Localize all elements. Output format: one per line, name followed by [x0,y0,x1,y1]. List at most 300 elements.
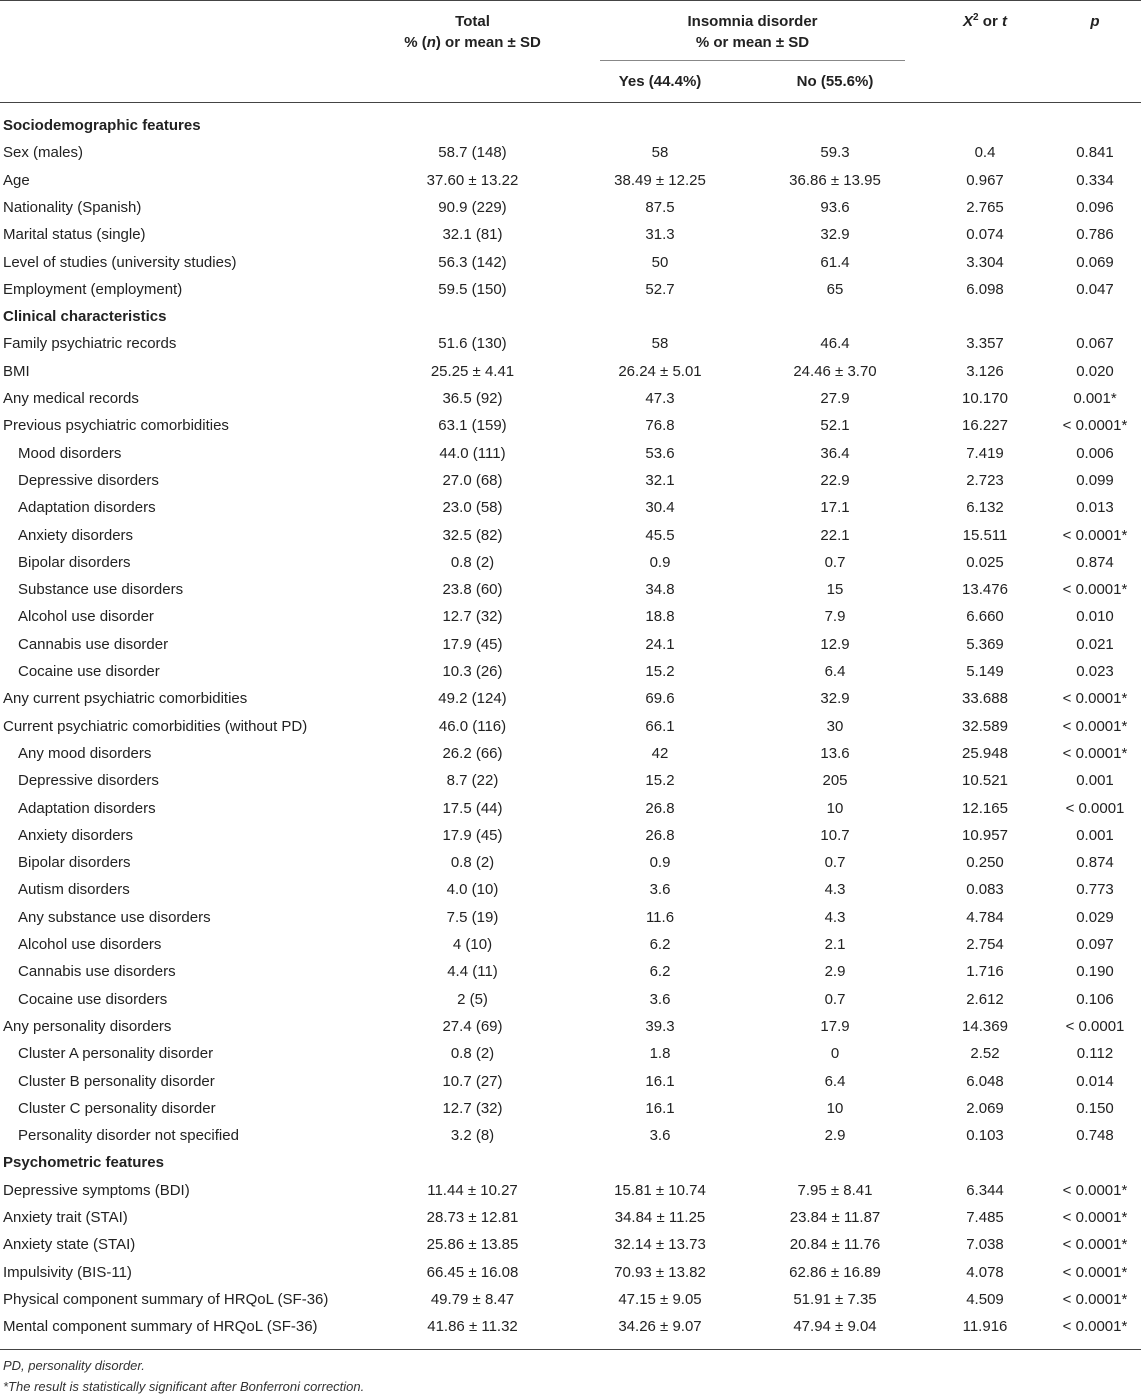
cell-no: 205 [822,772,848,790]
cell-yes: 76.8 [645,417,675,435]
table-row [0,1286,1141,1313]
cell-p: 0.013 [1076,499,1114,517]
cell-yes: 47.3 [645,390,675,407]
row-label: Previous psychiatric comorbidities [3,417,229,435]
row-label: Cluster C personality disorder [18,1099,216,1117]
cell-no: 32.9 [820,690,850,708]
table-row [0,221,1141,248]
table-row [0,194,1141,221]
cell-yes: 0.9 [649,854,671,872]
cell-no: 2.9 [824,963,846,981]
header-rule [0,102,1141,103]
section-header-row [0,1149,1141,1176]
cell-total: 27.0 (68) [442,471,503,489]
cell-no: 6.4 [824,1072,846,1090]
cell-yes: 66.1 [645,717,675,735]
cell-yes: 26.8 [645,799,675,817]
cell-p: 0.099 [1076,471,1114,489]
table-row [0,740,1141,767]
cell-p: 0.334 [1076,171,1114,189]
cell-p: < 0.0001* [1062,744,1128,762]
cell-stat: 16.227 [962,417,1008,435]
cell-total: 4.4 (11) [447,963,498,981]
cell-stat: 0.074 [966,226,1004,244]
table-row [0,631,1141,658]
cell-stat: 2.069 [966,1099,1004,1117]
cell-no: 27.9 [820,390,850,407]
cell-p: 0.001 [1076,772,1114,790]
header-insomnia-sub: % or mean ± SD [695,34,810,51]
cell-no: 36.4 [820,444,850,462]
row-label: Nationality (Spanish) [3,198,142,216]
cell-total: 27.4 (69) [442,1017,503,1035]
cell-no: 10.7 [820,826,850,844]
cell-total: 66.45 ± 16.08 [426,1263,519,1281]
cell-yes: 30.4 [645,499,675,517]
table-row [0,1177,1141,1204]
row-label: Level of studies (university studies) [3,253,237,271]
cell-p: 0.748 [1076,1127,1114,1145]
cell-p: < 0.0001* [1062,1263,1128,1281]
row-label: Adaptation disorders [18,499,156,517]
cell-yes: 31.3 [645,226,675,244]
cell-yes: 3.6 [649,881,671,899]
cell-stat: 11.916 [962,1318,1008,1336]
cell-p: 0.096 [1076,198,1114,216]
cell-no: 61.4 [820,253,850,271]
cell-stat: 7.419 [966,444,1004,462]
row-label: Bipolar disorders [18,854,131,872]
cell-p: < 0.0001* [1062,717,1128,735]
cell-yes: 3.6 [649,1127,671,1145]
cell-total: 17.5 (44) [442,799,503,817]
cell-total: 3.2 (8) [450,1127,495,1145]
cell-yes: 6.2 [649,963,671,981]
row-label: Alcohol use disorder [18,608,154,626]
cell-p: < 0.0001* [1062,1290,1128,1308]
cell-no: 12.9 [820,635,850,653]
cell-stat: 4.784 [966,908,1004,926]
cell-total: 59.5 (150) [438,280,507,298]
cell-yes: 34.84 ± 11.25 [614,1209,706,1226]
table-row [0,1095,1141,1122]
row-label: Cocaine use disorder [18,663,160,680]
row-label: Mental component summary of HRQoL (SF-36) [3,1318,318,1336]
cell-yes: 53.6 [645,444,675,462]
cell-yes: 16.1 [645,1099,675,1117]
table-row [0,931,1141,958]
cell-p: < 0.0001* [1062,1236,1128,1254]
cell-yes: 6.2 [649,936,671,953]
cell-no: 2.1 [824,936,846,953]
header-p [1050,11,1140,32]
cell-total: 17.9 (45) [442,635,503,653]
cell-yes: 58 [651,144,669,162]
section-header-row [0,112,1141,139]
table-row [0,1231,1141,1258]
cell-total: 10.3 (26) [442,663,503,680]
cell-yes: 47.15 ± 9.05 [618,1290,702,1308]
cell-p: 0.047 [1076,280,1114,298]
cell-total: 0.8 (2) [450,1045,495,1063]
cell-no: 7.9 [824,608,846,626]
cell-p: 0.150 [1076,1099,1114,1117]
table-row [0,1204,1141,1231]
row-label: Cluster A personality disorder [18,1045,214,1063]
row-label: Cluster B personality disorder [18,1072,215,1090]
cell-yes: 16.1 [645,1072,675,1090]
cell-stat: 2.52 [970,1045,1000,1063]
row-label: Age [3,171,30,189]
cell-yes: 18.8 [645,608,675,626]
row-label: Anxiety disorders [18,826,134,844]
cell-stat: 32.589 [962,717,1008,735]
table-row [0,1013,1141,1040]
cell-total: 90.9 (229) [438,198,507,216]
cell-p: < 0.0001* [1062,417,1128,435]
cell-total: 28.73 ± 12.81 [426,1209,519,1226]
cell-total: 8.7 (22) [446,772,499,790]
table-row [0,1313,1141,1340]
cell-p: 0.190 [1076,963,1114,981]
cell-p: < 0.0001* [1062,1209,1128,1226]
cell-yes: 26.8 [645,826,675,844]
cell-total: 23.0 (58) [442,499,503,517]
top-rule [0,0,1141,1]
cell-total: 44.0 (111) [439,444,506,462]
row-label: Depressive disorders [18,471,159,489]
cell-stat: 7.038 [966,1236,1004,1254]
cell-total: 32.5 (82) [442,526,503,544]
cell-p: 0.112 [1076,1045,1114,1063]
cell-yes: 38.49 ± 12.25 [614,171,706,189]
cell-yes: 15.2 [645,663,675,680]
cell-yes: 3.6 [649,990,671,1008]
cell-no: 0 [830,1045,840,1063]
cell-yes: 45.5 [645,526,675,544]
cell-stat: 12.165 [962,799,1008,817]
row-label: Any substance use disorders [18,908,211,926]
cell-yes: 1.8 [649,1045,671,1063]
cell-p: 0.067 [1076,335,1114,353]
table-row [0,358,1141,385]
cell-stat: 3.357 [966,335,1004,353]
table-row [0,795,1141,822]
insomnia-subrule [600,60,905,61]
table-row [0,412,1141,439]
cell-stat: 13.476 [962,581,1008,599]
cell-yes: 87.5 [645,198,675,216]
cell-no: 0.7 [824,990,846,1008]
cell-total: 51.6 (130) [438,335,507,353]
table-row [0,958,1141,985]
cell-yes: 15.2 [645,772,675,790]
row-label: Current psychiatric comorbidities (without PD) [3,717,308,735]
cell-no: 32.9 [820,226,850,244]
section-header-row [0,303,1141,330]
cell-no: 4.3 [824,881,846,899]
row-label: Clinical characteristics [3,308,167,326]
table-row [0,330,1141,357]
header-yes: Yes (44.4%) [618,73,702,90]
cell-no: 17.1 [820,499,850,517]
cell-total: 58.7 (148) [438,144,507,162]
row-label: Substance use disorders [18,581,184,599]
cell-total: 7.5 (19) [446,908,499,926]
cell-total: 37.60 ± 13.22 [426,171,519,189]
row-label: Physical component summary of HRQoL (SF-36) [3,1290,329,1308]
cell-p: 0.786 [1076,226,1114,244]
cell-stat: 7.485 [966,1209,1004,1226]
cell-total: 10.7 (27) [442,1072,503,1090]
cell-yes: 15.81 ± 10.74 [614,1181,706,1199]
cell-total: 23.8 (60) [442,581,503,599]
cell-stat: 0.025 [966,553,1004,571]
cell-no: 47.94 ± 9.04 [793,1318,877,1336]
cell-no: 23.84 ± 11.87 [789,1209,881,1226]
cell-stat: 0.250 [966,854,1004,872]
cell-p: 0.097 [1076,936,1114,953]
row-label: Autism disorders [18,881,130,899]
table-row [0,576,1141,603]
table-row [0,276,1141,303]
row-label: Cocaine use disorders [18,990,168,1008]
table-row [0,658,1141,685]
cell-total: 46.0 (116) [438,717,507,735]
row-label: Anxiety disorders [18,526,134,544]
cell-p: 0.029 [1076,908,1114,926]
cell-stat: 0.4 [974,144,996,162]
cell-yes: 32.14 ± 13.73 [614,1236,706,1254]
row-label: Depressive disorders [18,772,159,790]
row-label: Depressive symptoms (BDI) [3,1181,190,1199]
cell-stat: 14.369 [962,1017,1008,1035]
cell-stat: 1.716 [966,963,1004,981]
footnote-pd: PD, personality disorder. [3,1358,145,1373]
cell-stat: 2.612 [966,990,1004,1008]
cell-p: 0.023 [1076,663,1114,680]
table-row [0,685,1141,712]
cell-total: 25.86 ± 13.85 [426,1236,519,1254]
cell-stat: 33.688 [962,690,1008,708]
cell-no: 62.86 ± 16.89 [789,1263,881,1281]
cell-total: 49.79 ± 8.47 [430,1290,515,1308]
cell-p: 0.014 [1076,1072,1114,1090]
cell-total: 41.86 ± 11.32 [427,1318,518,1336]
cell-total: 2 (5) [457,990,488,1008]
cell-stat: 4.078 [966,1263,1004,1281]
cell-total: 26.2 (66) [442,744,503,762]
cell-yes: 58 [651,335,669,353]
cell-no: 7.95 ± 8.41 [797,1181,873,1199]
table-row [0,904,1141,931]
row-label: Employment (employment) [3,280,183,298]
cell-p: < 0.0001* [1062,1318,1128,1336]
cell-stat: 10.521 [962,772,1008,790]
cell-stat: 10.170 [962,390,1008,407]
cell-yes: 70.93 ± 13.82 [614,1263,706,1281]
cell-stat: 2.765 [966,198,1004,216]
cell-total: 63.1 (159) [438,417,507,435]
cell-no: 15 [826,581,844,599]
row-label: Impulsivity (BIS-11) [3,1263,132,1281]
cell-p: 0.874 [1076,553,1114,571]
cell-total: 32.1 (81) [442,226,503,244]
cell-no: 0.7 [824,854,846,872]
cell-total: 17.9 (45) [442,826,503,844]
table-row [0,139,1141,166]
cell-stat: 5.369 [966,635,1004,653]
table-row [0,713,1141,740]
cell-no: 22.9 [820,471,850,489]
cell-p: < 0.0001* [1062,690,1128,708]
table-row [0,440,1141,467]
cell-total: 11.44 ± 10.27 [427,1181,518,1199]
table-row [0,494,1141,521]
row-label: Any personality disorders [3,1017,172,1035]
table-row [0,385,1141,412]
cell-stat: 6.048 [966,1072,1004,1090]
row-label: Mood disorders [18,444,122,462]
cell-no: 17.9 [820,1017,850,1035]
table-row [0,767,1141,794]
cell-p: 0.841 [1076,144,1114,162]
table-row [0,822,1141,849]
table-row [0,522,1141,549]
cell-total: 12.7 (32) [442,608,503,626]
cell-p: 0.006 [1076,444,1114,462]
cell-no: 6.4 [824,663,846,680]
header-no: No (55.6%) [796,73,874,90]
cell-no: 2.9 [824,1127,846,1145]
cell-no: 30 [826,717,844,735]
cell-total: 0.8 (2) [450,553,495,571]
cell-stat: 6.344 [966,1181,1004,1199]
header-insomnia [600,11,905,53]
cell-no: 0.7 [824,553,846,571]
row-label: Any mood disorders [18,744,152,762]
cell-p: 0.020 [1076,362,1114,380]
cell-stat: 10.957 [962,826,1008,844]
table-row [0,849,1141,876]
header-total [365,11,580,53]
cell-no: 93.6 [820,198,850,216]
row-label: Adaptation disorders [18,799,156,817]
cell-stat: 5.149 [966,663,1004,680]
header-stat: $X^2$ or t [963,12,1007,30]
cell-no: 20.84 ± 11.76 [789,1236,881,1254]
cell-total: 4.0 (10) [446,881,499,899]
row-label: Any medical records [3,390,139,407]
cell-stat: 2.754 [966,936,1004,953]
header-total-sub: % (n) or mean ± SD [404,34,541,51]
cell-no: 46.4 [820,335,850,353]
cell-yes: 24.1 [645,635,675,653]
table-row [0,1040,1141,1067]
cell-yes: 52.7 [645,280,675,298]
cell-stat: 0.083 [966,881,1004,899]
cell-yes: 34.8 [645,581,675,599]
cell-total: 49.2 (124) [438,690,507,708]
cell-no: 36.86 ± 13.95 [789,171,881,189]
cell-p: < 0.0001* [1062,526,1128,544]
header-insomnia-label: Insomnia disorder [687,13,818,30]
row-label: Marital status (single) [3,226,146,244]
cell-no: 65 [826,280,844,298]
table-row [0,467,1141,494]
cell-yes: 26.24 ± 5.01 [618,362,702,380]
cell-stat: 6.098 [966,280,1004,298]
cell-p: 0.069 [1076,253,1114,271]
cell-p: < 0.0001* [1062,581,1128,599]
cell-total: 4 (10) [452,936,493,953]
table-row [0,603,1141,630]
table-row [0,249,1141,276]
table-row [0,1259,1141,1286]
cell-stat: 3.126 [966,362,1004,380]
header-total-label: Total [455,13,490,30]
table-row [0,167,1141,194]
row-label: Anxiety trait (STAI) [3,1209,128,1226]
cell-stat: 4.509 [966,1290,1004,1308]
cell-no: 13.6 [820,744,850,762]
cell-yes: 50 [651,253,669,271]
cell-p: 0.773 [1076,881,1114,899]
cell-p: 0.021 [1076,635,1114,653]
cell-stat: 0.967 [966,171,1004,189]
cell-p: 0.874 [1076,854,1114,872]
cell-stat: 15.511 [962,526,1008,544]
row-label: Cannabis use disorder [18,635,169,653]
cell-stat: 0.103 [966,1127,1004,1145]
row-label: Anxiety state (STAI) [3,1236,136,1254]
cell-stat: 6.660 [966,608,1004,626]
row-label: Sociodemographic features [3,117,201,134]
cell-no: 24.46 ± 3.70 [793,362,877,380]
cell-yes: 34.26 ± 9.07 [618,1318,702,1336]
cell-p: 0.001* [1073,390,1117,407]
row-label: BMI [3,362,30,380]
cell-stat: 25.948 [962,744,1008,762]
header-p-label: p [1090,13,1100,30]
row-label: Cannabis use disorders [18,963,176,981]
cell-no: 10 [826,799,844,817]
bottom-rule [0,1349,1141,1350]
cell-total: 56.3 (142) [438,253,507,271]
table-row [0,876,1141,903]
cell-p: < 0.0001 [1065,1017,1125,1035]
table-row [0,1068,1141,1095]
cell-yes: 69.6 [645,690,675,708]
cell-yes: 11.6 [645,908,675,926]
row-label: Sex (males) [3,144,84,162]
cell-yes: 42 [651,744,669,762]
cell-no: 4.3 [824,908,846,926]
cell-stat: 3.304 [966,253,1004,271]
cell-stat: 2.723 [966,471,1004,489]
row-label: Family psychiatric records [3,335,177,353]
cell-no: 22.1 [820,526,850,544]
table-row [0,1122,1141,1149]
cell-total: 12.7 (32) [442,1099,503,1117]
cell-p: 0.001 [1076,826,1114,844]
cell-p: < 0.0001 [1065,799,1125,817]
footnote-bonferroni: *The result is statistically significant after Bonferroni correction. [3,1379,365,1394]
cell-yes: 0.9 [649,553,671,571]
cell-p: 0.106 [1076,990,1114,1008]
table-row [0,986,1141,1013]
cell-yes: 39.3 [645,1017,675,1035]
